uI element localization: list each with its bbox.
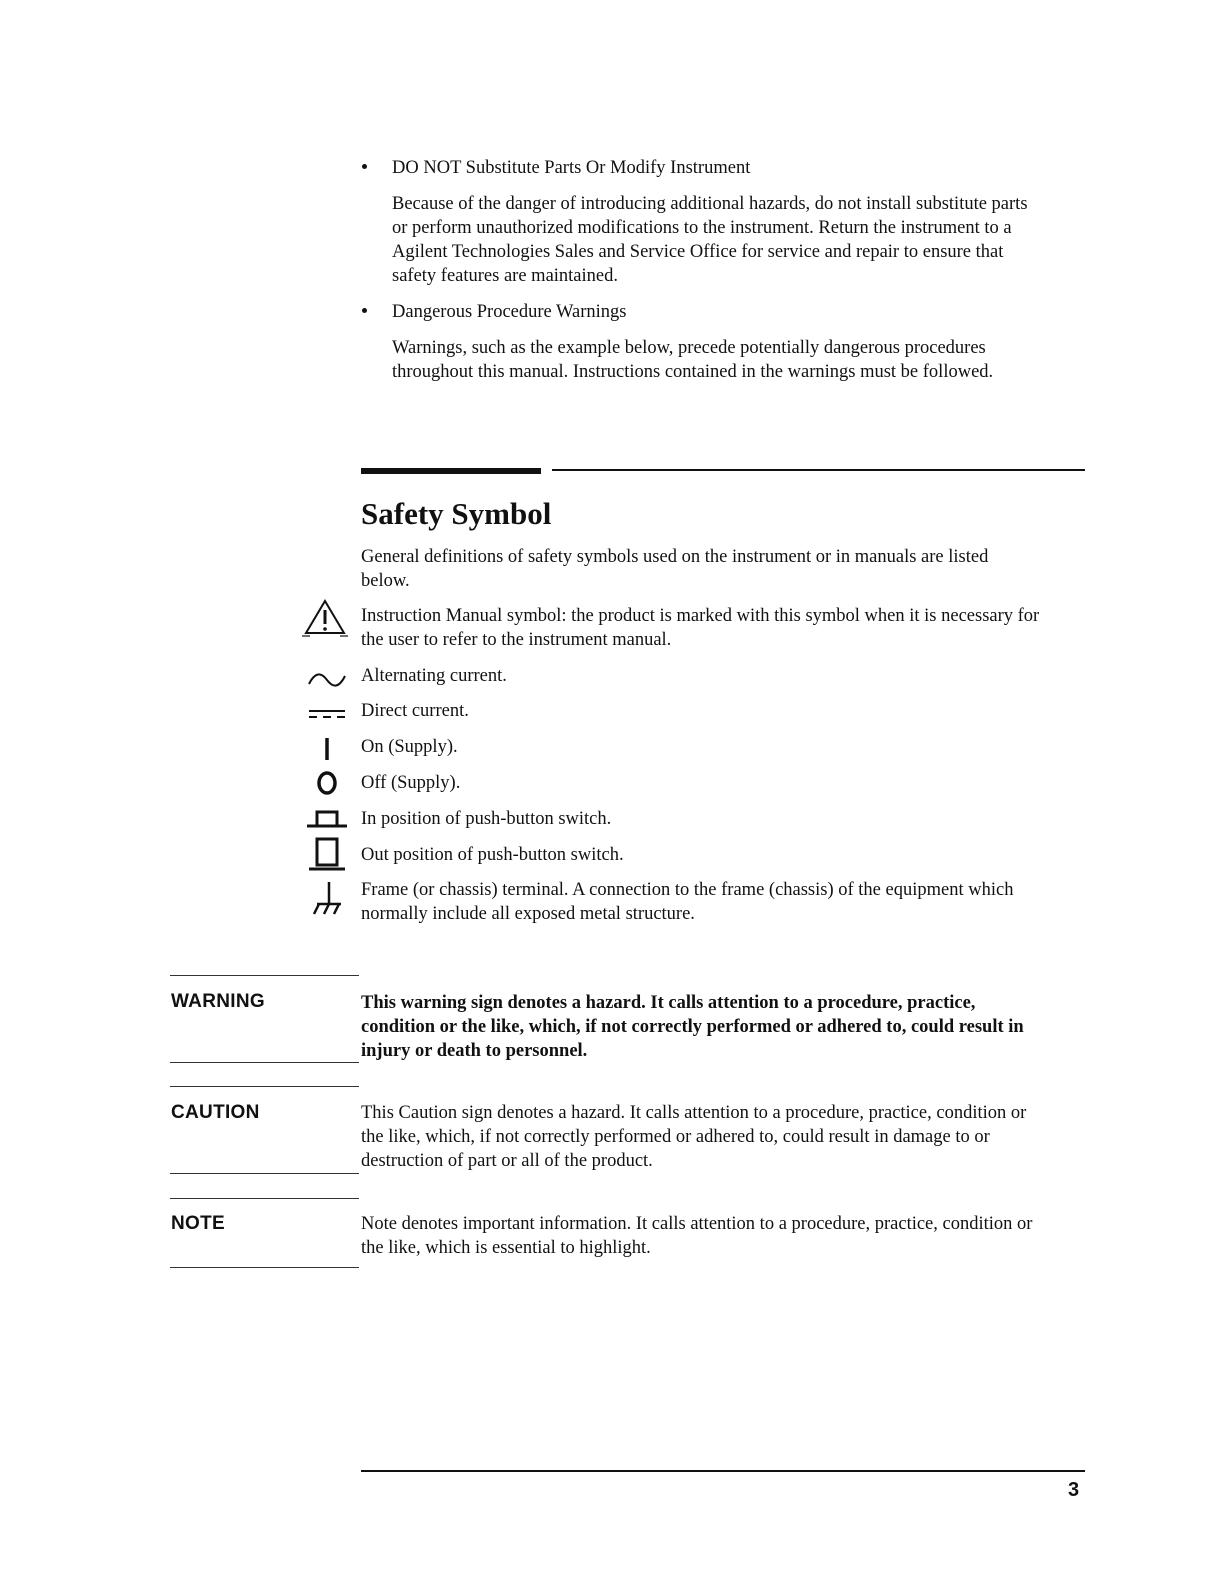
paragraph-line: Agilent Technologies Sales and Service Office for service and repair to ensure that (392, 242, 1004, 262)
bullet-marker (362, 308, 367, 313)
section-title: Safety Symbol (361, 496, 552, 531)
paragraph-line: the like, which, if not correctly performed or adhered to, could result in damage to or (361, 1127, 990, 1147)
symbol-description (361, 604, 1091, 652)
bullet-marker (362, 164, 367, 169)
paragraph-line: Frame (or chassis) terminal. A connection to the frame (chassis) of the equipment which (361, 880, 1014, 900)
symbol-description: Out position of push-button switch. (361, 845, 624, 865)
bullet-paragraph-dangerous-procedure (392, 336, 1092, 384)
section-intro (361, 545, 1081, 593)
symbol-description: Direct current. (361, 701, 469, 721)
paragraph-line: below. (361, 571, 410, 591)
symbol-description (361, 878, 1091, 926)
symbol-description: On (Supply). (361, 737, 458, 757)
off-supply-icon (305, 769, 349, 801)
warning-text (361, 991, 1091, 1063)
push-button-out-icon (305, 836, 349, 874)
symbol-description: Alternating current. (361, 666, 507, 686)
paragraph-line: Warnings, such as the example below, precede potentially dangerous procedures (392, 338, 986, 358)
paragraph-line: injury or death to personnel. (361, 1041, 588, 1061)
note-text (361, 1212, 1091, 1260)
note-label: NOTE (171, 1213, 225, 1234)
caution-top-rule (170, 1086, 359, 1087)
paragraph-line: condition or the like, which, if not correctly performed or adhered to, could result in (361, 1017, 1024, 1037)
paragraph-line: Instruction Manual symbol: the product is marked with this symbol when it is necessary for (361, 606, 1040, 626)
caution-label: CAUTION (171, 1102, 260, 1123)
bullet-paragraph-substitute-parts (392, 192, 1092, 288)
paragraph-line: This warning sign denotes a hazard. It calls attention to a procedure, practice, (361, 993, 976, 1013)
paragraph-line: the user to refer to the instrument manual. (361, 630, 672, 650)
section-rule-thin (552, 469, 1085, 471)
section-rule-thick (361, 468, 541, 474)
paragraph-line: This Caution sign denotes a hazard. It calls attention to a procedure, practice, condition or (361, 1103, 1027, 1123)
caution-bottom-rule (170, 1173, 359, 1174)
on-supply-icon (305, 734, 349, 766)
paragraph-line: Note denotes important information. It calls attention to a procedure, practice, condition or (361, 1214, 1033, 1234)
page-number: 3 (1068, 1479, 1080, 1501)
direct-current-icon (305, 699, 349, 731)
footer-rule (361, 1470, 1085, 1472)
push-button-in-icon (305, 804, 349, 836)
paragraph-line: normally include all exposed metal structure. (361, 904, 695, 924)
paragraph-line: General definitions of safety symbols used on the instrument or in manuals are listed (361, 547, 989, 567)
caution-text (361, 1101, 1091, 1173)
alternating-current-icon (305, 664, 349, 696)
symbol-description: Off (Supply). (361, 773, 461, 793)
frame-terminal-icon (305, 880, 349, 920)
paragraph-line: destruction of part or all of the product. (361, 1151, 653, 1171)
instruction-manual-triangle-icon (300, 598, 350, 638)
symbol-description: In position of push-button switch. (361, 809, 612, 829)
warning-label: WARNING (171, 991, 265, 1012)
paragraph-line: Because of the danger of introducing additional hazards, do not install substitute parts (392, 194, 1028, 214)
note-bottom-rule (170, 1267, 359, 1268)
warning-bottom-rule (170, 1062, 359, 1063)
paragraph-line: throughout this manual. Instructions contained in the warnings must be followed. (392, 362, 994, 382)
bullet-heading-substitute-parts: DO NOT Substitute Parts Or Modify Instrument (392, 158, 751, 178)
paragraph-line: safety features are maintained. (392, 266, 618, 286)
warning-top-rule (170, 975, 359, 976)
paragraph-line: the like, which is essential to highlight. (361, 1238, 651, 1258)
bullet-heading-dangerous-procedure: Dangerous Procedure Warnings (392, 302, 627, 322)
paragraph-line: or perform unauthorized modifications to the instrument. Return the instrument to a (392, 218, 1012, 238)
note-top-rule (170, 1198, 359, 1199)
